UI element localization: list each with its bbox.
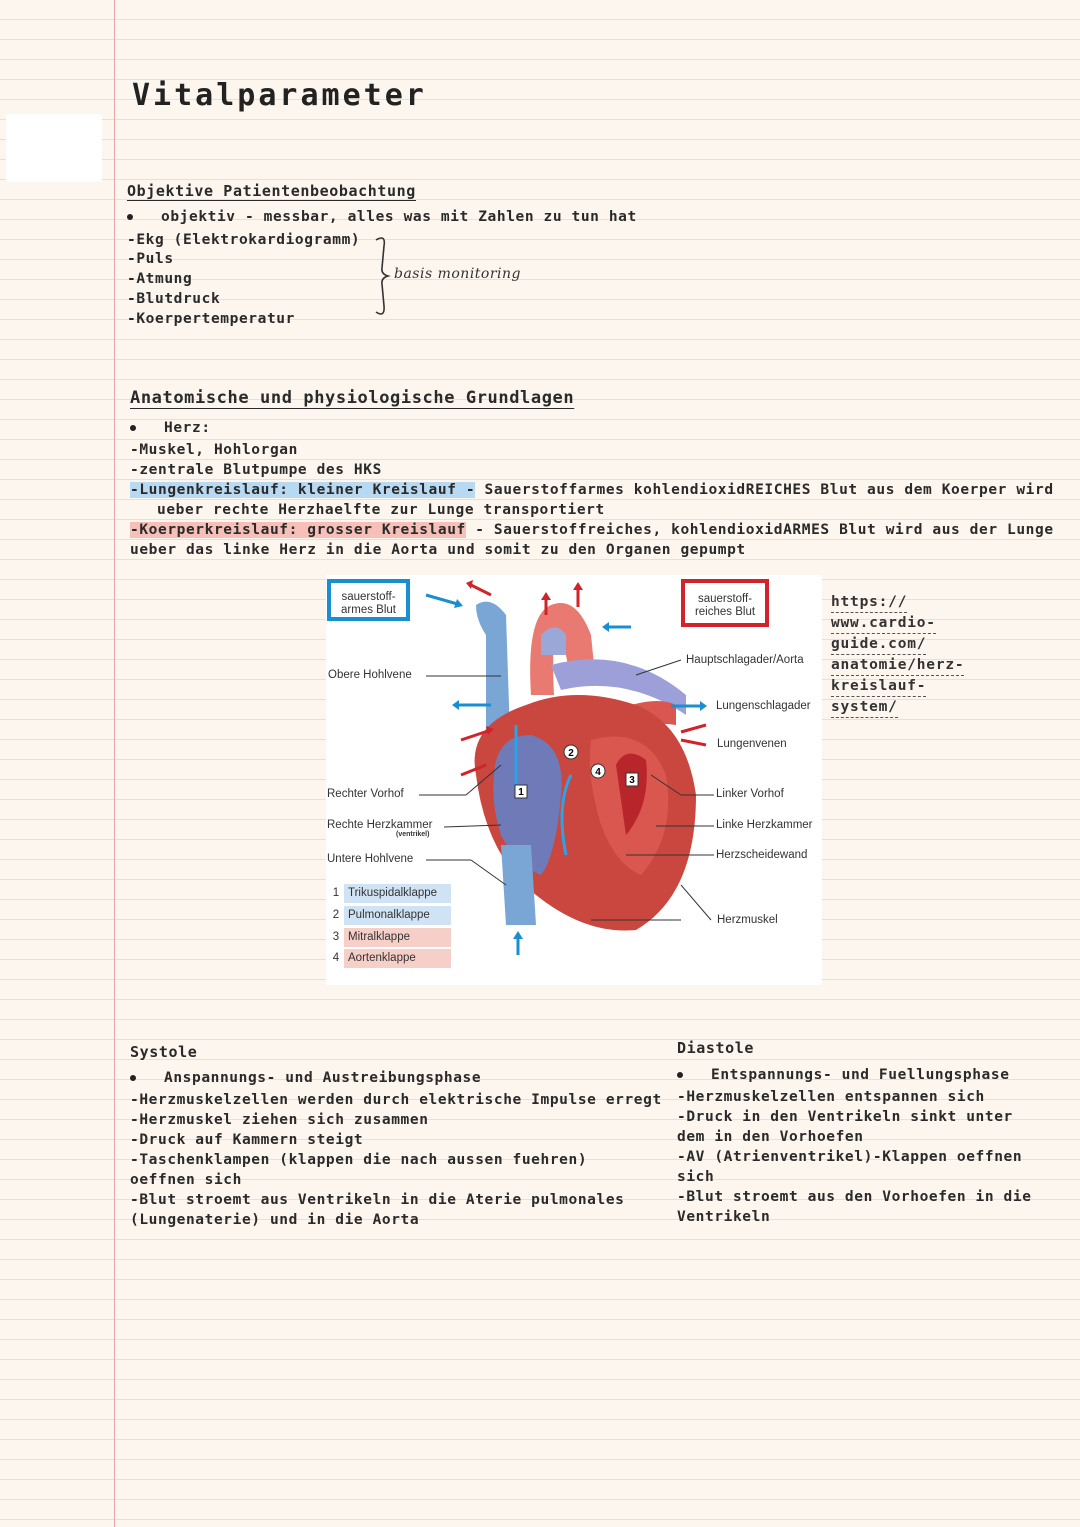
legend-label: Pulmonalklappe [344,906,451,925]
legend-num: 3 [328,928,344,947]
legend-row [328,928,451,947]
section-heading-systole: Systole [130,1043,198,1061]
label-obere-hohlvene: Obere Hohlvene [328,669,412,681]
legend-label: Mitralklappe [344,928,451,947]
label-linker-vorhof: Linker Vorhof [716,788,784,800]
text-line: -Herzmuskel ziehen sich zusammen [130,1112,429,1128]
label-lungenvenen: Lungenvenen [717,738,787,750]
valve-number: 2 [568,748,574,759]
box-label-line: sauerstoff- [697,593,753,605]
legend-label: Trikuspidalklappe [344,884,451,903]
text-line: Ventrikeln [677,1209,771,1225]
label-lungenschlagader: Lungenschlagader [716,700,811,712]
text-line: dem in den Vorhoefen [677,1129,864,1145]
bullet-systole [130,1068,481,1088]
bullet-dot [130,425,136,431]
label-untere-hohlvene: Untere Hohlvene [327,853,414,865]
bullet-text: Herz: [164,420,211,436]
section-heading-objektiv: Objektive Patientenbeobachtung [127,182,416,200]
label-linke-herzkammer: Linke Herzkammer [716,819,813,831]
bullet-text: objektiv - messbar, alles was mit Zahlen zu tun hat [161,209,637,225]
link-line[interactable]: guide.com/ [831,634,926,655]
legend-num: 4 [328,949,344,968]
valve-number: 4 [595,767,601,778]
vena-cava-inferior-shape [501,845,536,925]
brace-note: basis monitoring [394,266,522,282]
bullet-text: Entspannungs- und Fuellungsphase [711,1067,1010,1083]
text-line: -zentrale Blutpumpe des HKS [130,462,382,478]
oxygen-poor-blood-box [327,579,410,621]
section-heading-diastole: Diastole [677,1039,755,1057]
label-aorta: Hauptschlagader/Aorta [686,654,804,666]
text-line: ueber das linke Herz in die Aorta und somit zu den Organen gepumpt [130,542,746,558]
link-line[interactable]: www.cardio- [831,613,936,634]
legend-label: Aortenklappe [344,949,451,968]
bullet-diastole [677,1065,1010,1085]
legend-row [328,949,451,968]
page-title: Vitalparameter [132,78,427,113]
text-line: - Sauerstoffreiches, kohlendioxidARMES Blut wird aus der Lunge [465,522,1054,538]
label-herzmuskel: Herzmuskel [717,914,778,926]
label-rechter-vorhof: Rechter Vorhof [327,788,404,800]
oxygen-rich-blood-box [681,579,769,627]
bullet-dot [127,214,133,220]
link-line[interactable]: system/ [831,697,898,718]
curly-brace-icon [372,234,396,318]
legend-row [328,884,451,903]
bullet-dot [130,1075,136,1081]
text-line: -Herzmuskelzellen entspannen sich [677,1089,985,1105]
list-item: -Blutdruck [127,291,221,307]
text-line: -AV (Atrienventrikel)-Klappen oeffnen [677,1149,1023,1165]
box-label-line: reiches Blut [694,606,756,618]
bullet-objektiv [127,207,637,227]
lungenkreislauf-line [130,480,1054,500]
text-line: oeffnen sich [130,1172,242,1188]
valve-number: 1 [518,787,524,798]
link-line[interactable]: kreislauf- [831,676,926,697]
box-label-line: sauerstoff- [341,591,396,603]
link-line[interactable]: anatomie/herz- [831,655,964,676]
bullet-text: Anspannungs- und Austreibungsphase [164,1070,482,1086]
highlight-blue: -Lungenkreislauf: kleiner Kreislauf - [130,482,476,498]
legend-row [328,906,451,925]
valve-number: 3 [629,775,635,786]
heart-diagram [326,575,822,985]
text-line: -Blut stroemt aus Ventrikeln in die Aterie pulmonales [130,1192,625,1208]
text-line: -Druck auf Kammern steigt [130,1132,364,1148]
text-line: -Herzmuskelzellen werden durch elektrische Impulse erregt [130,1092,662,1108]
label-herzscheidewand: Herzscheidewand [716,849,808,861]
koerperkreislauf-line [130,520,1054,540]
text-line: sich [677,1169,715,1185]
link-line[interactable]: https:// [831,592,907,613]
list-item: -Koerpertemperatur [127,311,295,327]
source-link[interactable] [831,592,981,718]
text-line: (Lungenaterie) und in die Aorta [130,1212,420,1228]
list-item: -Puls [127,251,174,267]
legend-num: 1 [328,884,344,903]
text-line: -Taschenklampen (klappen die nach aussen fuehren) [130,1152,588,1168]
box-label-line: armes Blut [341,604,396,616]
text-line: -Druck in den Ventrikeln sinkt unter [677,1109,1013,1125]
bullet-dot [677,1072,683,1078]
text-line: -Blut stroemt aus den Vorhoefen in die [677,1189,1032,1205]
text-line: Sauerstoffarmes kohlendioxidREICHES Blut aus dem Koerper wird [475,482,1054,498]
text-line: ueber rechte Herzhaelfte zur Lunge transportiert [157,502,605,518]
margin-line [114,0,115,1527]
legend-num: 2 [328,906,344,925]
section-heading-anatomie: Anatomische und physiologische Grundlagen [130,388,575,408]
list-item: -Ekg (Elektrokardiogramm) [127,232,361,248]
label-ventrikel-note: (ventrikel) [396,831,430,838]
blank-sticker [6,114,102,182]
bullet-herz [130,418,211,438]
text-line: -Muskel, Hohlorgan [130,442,298,458]
highlight-red: -Koerperkreislauf: grosser Kreislauf [130,522,466,538]
label-rechte-herzkammer: Rechte Herzkammer [327,819,433,831]
list-item: -Atmung [127,271,193,287]
